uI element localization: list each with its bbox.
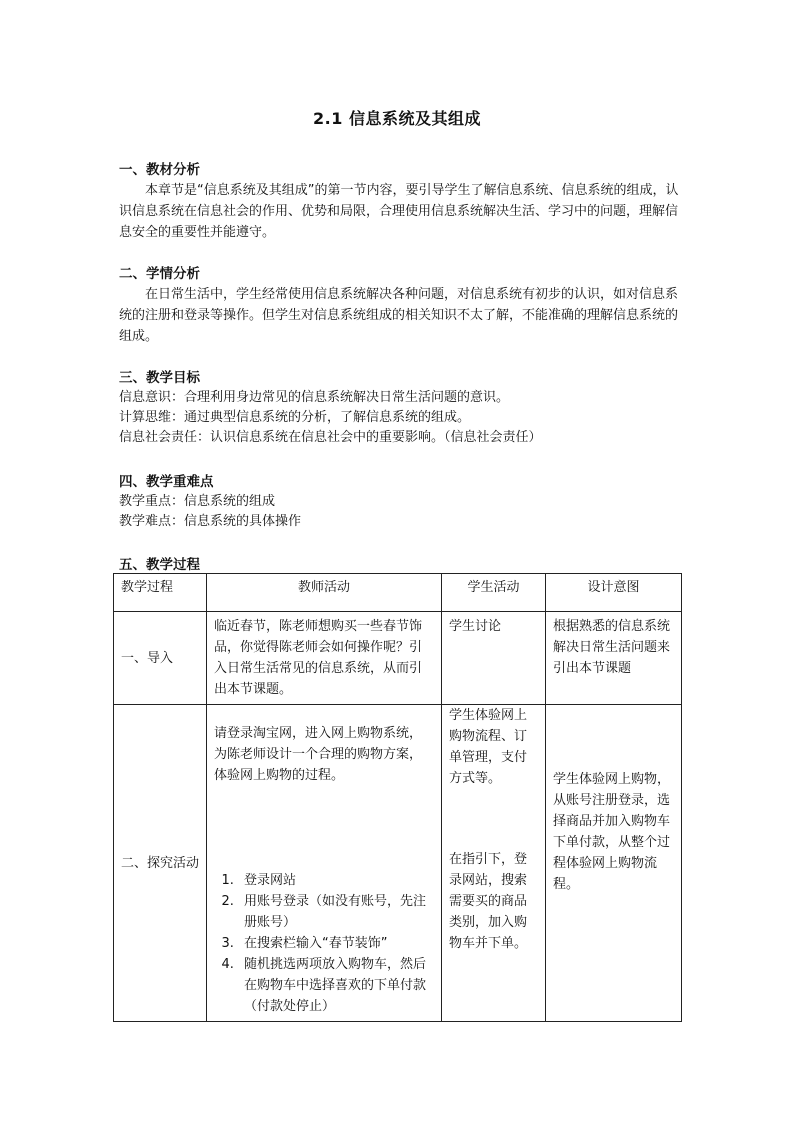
teacher-activity-cell bbox=[207, 705, 442, 1022]
objective-line: 信息社会责任：认识信息系统在信息社会中的重要影响。（信息社会责任） bbox=[119, 430, 542, 445]
step-item: 1. 登录网站 bbox=[238, 870, 434, 891]
step-item: 3. 在搜索栏输入“春节装饰” bbox=[238, 933, 434, 954]
objective-line: 信息意识：合理利用身边常见的信息系统解决日常生活问题的意识。 bbox=[119, 390, 510, 405]
step-list bbox=[214, 870, 434, 1017]
step-item: 4. 随机挑选两项放入购物车，然后在购物车中选择喜欢的下单付款（付款处停止） bbox=[238, 954, 434, 1017]
section-heading: 二、学情分析 bbox=[119, 266, 200, 282]
stage-cell: 二、探究活动 bbox=[114, 705, 207, 1022]
objective-line: 计算思维：通过典型信息系统的分析，了解信息系统的组成。 bbox=[119, 410, 471, 425]
step-item: 2. 用账号登录（如没有账号，先注册账号） bbox=[238, 891, 434, 933]
section-heading: 四、教学重难点 bbox=[119, 474, 214, 490]
design-intent-text: 学生体验网上购物，从账号注册登录，选择商品并加入购物车下单付款，从整个过程体验网上购物流程。 bbox=[553, 772, 671, 892]
student-activity-text: 在指引下，登录网站，搜索需要买的商品类别，加入购物车并下单。 bbox=[449, 852, 528, 951]
design-intent-cell: 根据熟悉的信息系统解决日常生活问题来引出本节课题 bbox=[546, 612, 682, 705]
table-row bbox=[114, 705, 682, 1022]
section-paragraph: 本章节是“信息系统及其组成”的第一节内容，要引导学生了解信息系统、信息系统的组成，认识信息系统在信息社会的作用、优势和局限，合理使用信息系统解决生活、学习中的问题，理解信息安全的重要性并能遵守。 bbox=[119, 183, 679, 240]
design-intent-cell bbox=[546, 705, 682, 1022]
key-point-line: 教学重点：信息系统的组成 bbox=[119, 494, 276, 509]
student-activity-cell bbox=[442, 705, 546, 1022]
column-header: 设计意图 bbox=[546, 574, 682, 612]
document-title: 2.1 信息系统及其组成 bbox=[313, 109, 481, 128]
column-header: 教师活动 bbox=[207, 574, 442, 612]
teaching-process-table bbox=[113, 573, 682, 1022]
section-heading: 一、教材分析 bbox=[119, 162, 200, 178]
section-heading: 三、教学目标 bbox=[119, 370, 200, 386]
section-student-analysis bbox=[119, 264, 679, 347]
table-row bbox=[114, 612, 682, 705]
section-teaching-process bbox=[119, 555, 679, 575]
teacher-activity-cell: 临近春节，陈老师想购买一些春节饰品，你觉得陈老师会如何操作呢？引入日常生活常见的信息系统，从而引出本节课题。 bbox=[207, 612, 442, 705]
section-key-points bbox=[119, 472, 679, 532]
column-header: 学生活动 bbox=[442, 574, 546, 612]
student-activity-cell: 学生讨论 bbox=[442, 612, 546, 705]
student-activity-text: 学生体验网上购物流程、订单管理，支付方式等。 bbox=[449, 708, 528, 786]
section-heading: 五、教学过程 bbox=[119, 557, 200, 573]
teacher-activity-intro: 请登录淘宝网，进入网上购物系统，为陈老师设计一个合理的购物方案，体验网上购物的过程。 bbox=[214, 726, 423, 783]
table-header-row bbox=[114, 574, 682, 612]
column-header: 教学过程 bbox=[114, 574, 207, 612]
section-paragraph: 在日常生活中，学生经常使用信息系统解决各种问题，对信息系统有初步的认识，如对信息系统的注册和登录等操作。但学生对信息系统组成的相关知识不太了解，不能准确的理解信息系统的组成。 bbox=[119, 287, 679, 344]
key-point-line: 教学难点：信息系统的具体操作 bbox=[119, 514, 302, 529]
section-textbook-analysis bbox=[119, 160, 679, 243]
section-teaching-objectives bbox=[119, 368, 679, 448]
stage-cell: 一、导入 bbox=[114, 612, 207, 705]
